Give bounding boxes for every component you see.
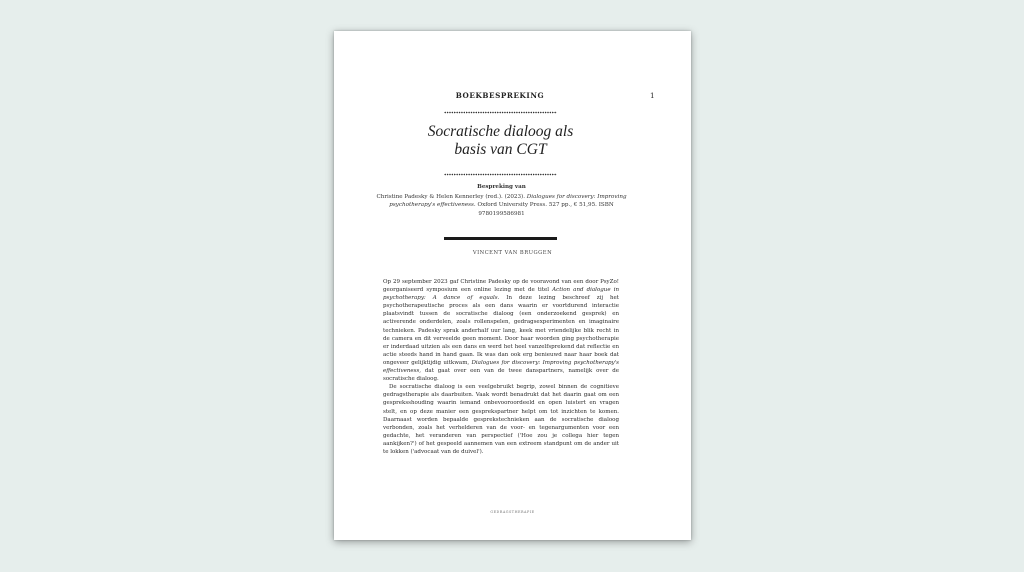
paragraph-1-part-c: dat gaat over een van de twee danspartners, namelijk over de socratische dialoog. xyxy=(383,368,620,383)
lecture-title: Action and dialogue in psychotherapy: A dance of equals. xyxy=(383,287,619,302)
dotted-rule-top xyxy=(444,111,557,114)
paragraph-2: De socratische dialoog is een veelgebruikt begrip, zowel binnen de cognitieve gedragstherapie als daarbuiten. Vaak wordt benadrukt dat het daarin gaat om een gespreksshouding waarin iemand onbevooroordeeld en open luistert en vragen stelt, en op deze manier een gesprekspartner helpt om tot inzichten te komen. Daarnaast worden bepaalde gesprekstechnieken aan de socratische dialoog verbonden, zoals het verhelderen van de voor- en tegenargumenten voor een gedachte, het veranderen van perspectief ('Hoe zou je collega hier tegen aankijken?') of het gespeeld aannemen van een extreem standpunt om de ander uit te lokken ('advocaat van de duivel'). xyxy=(383,384,619,455)
article-body xyxy=(383,278,619,456)
title-line-1: Socratische dialoog als xyxy=(427,123,574,140)
paragraph-1-part-a: Op 29 september 2023 gaf Christine Padesky op de vooravond van een door PsyZo! georganiseerd symposium een online lezing met de titel xyxy=(383,279,619,294)
review-label: Bespreking van xyxy=(477,184,526,190)
section-label: BOEKBESPREKING xyxy=(455,91,545,100)
book-title-inline: Dialogues for discovery: Improving psychotherapy's effectiveness, xyxy=(383,359,619,375)
title-line-2: basis van CGT xyxy=(454,141,547,158)
citation-book-title: Dialogues for discovery: Improving psychotherapy's effectiveness. xyxy=(389,193,627,209)
citation-authors: Christine Padesky & Helen Kennerley (red.). (2023). xyxy=(376,193,525,200)
citation-publisher: Oxford University Press. 527 pp., € 51,95. ISBN 9780199586981 xyxy=(477,202,614,217)
document-page xyxy=(334,31,691,540)
page-number: 1 xyxy=(650,91,656,100)
paragraph-1 xyxy=(383,278,619,383)
review-citation xyxy=(374,183,629,218)
citation-text xyxy=(376,194,626,217)
paragraph-1-part-b: In deze lezing beschreef zij het psychotherapeutische proces als een dans waarin er voortdurend interactie plaatsvindt tussen de socratische dialoog (een onderzoekend gesprek) en activerende onderdelen, zoals rollenspelen, gedragsexperimenten en imaginaire technieken. Padesky sprak anderhalf uur lang, keek met vriendelijke blik recht in de camera en dit verveelde geen moment. Door haar woorden ging psychotherapie er inderdaad uitzien als een dans en werd het heel vanzelfsprekend dat reflectie en actie steeds hand in hand gaan. Ik was dan ook erg benieuwd naar haar boek dat ongeveer gelijktijdig uitkwam, xyxy=(383,295,619,366)
dotted-rule-bottom xyxy=(444,173,557,176)
page-footer: GEDRAGSTHERAPIE xyxy=(490,510,535,514)
thick-divider xyxy=(444,237,557,240)
author-name: VINCENT VAN BRUGGEN xyxy=(472,250,553,256)
article-title xyxy=(394,123,607,159)
